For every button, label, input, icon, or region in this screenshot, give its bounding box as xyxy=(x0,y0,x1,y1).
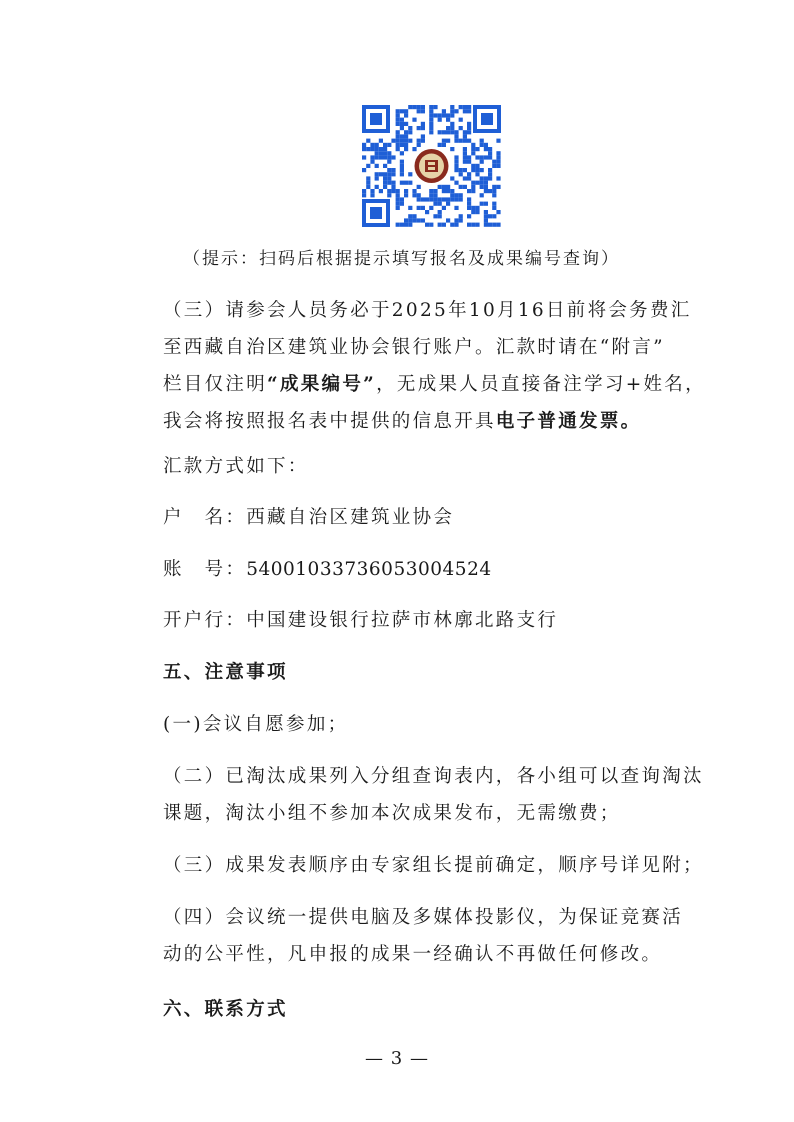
account-name-label: 户 名： xyxy=(163,507,247,528)
account-name-row xyxy=(163,505,454,531)
para3-line3 xyxy=(163,372,706,398)
qr-caption: （提示：扫码后根据提示填写报名及成果编号查询） xyxy=(183,249,620,269)
section6-heading: 六、联系方式 xyxy=(163,999,288,1020)
para3-line4-text: 我会将按照报名表中提供的信息开具 xyxy=(163,411,496,432)
notice-item-2-line1: （二）已淘汰成果列入分组查询表内，各小组可以查询淘汰 xyxy=(163,766,704,787)
account-name-value: 西藏自治区建筑业协会 xyxy=(246,507,455,528)
page-number: — 3 — xyxy=(365,1048,429,1069)
para3-line1: （三）请参会人员务必于2025年10月16日前将会务费汇 xyxy=(163,300,692,321)
qr-finder-top-right xyxy=(473,105,501,133)
invoice-type-emphasis: 电子普通发票。 xyxy=(495,411,642,432)
bank-label: 开户行： xyxy=(163,610,247,631)
qr-finder-top-left xyxy=(362,105,390,133)
para3-line2: 至西藏自治区建筑业协会银行账户。汇款时请在“附言” xyxy=(163,337,665,358)
qr-finder-bottom-left xyxy=(362,199,390,227)
para3-line4 xyxy=(163,409,641,435)
qr-code-icon[interactable] xyxy=(360,103,503,229)
qr-code-graphic xyxy=(360,103,503,229)
account-number-value: 54001033736053004524 xyxy=(246,559,492,580)
remittance-intro: 汇款方式如下： xyxy=(163,456,309,477)
seal-logo-icon xyxy=(412,146,452,186)
para3-line3-text: 栏目仅注明 xyxy=(163,374,268,395)
section5-heading: 五、注意事项 xyxy=(163,662,288,683)
achievement-number-emphasis: “成果编号” xyxy=(267,374,377,395)
para3-line3-text-end: ，无成果人员直接备注学习+姓名， xyxy=(376,374,706,395)
notice-item-3: （三）成果发表顺序由专家组长提前确定，顺序号详见附； xyxy=(163,855,704,876)
notice-item-4-line1: （四）会议统一提供电脑及多媒体投影仪，为保证竞赛活 xyxy=(163,907,684,928)
bank-value: 中国建设银行拉萨市林廓北路支行 xyxy=(246,610,559,631)
bank-row xyxy=(163,608,558,634)
notice-item-2-line2: 课题，淘汰小组不参加本次成果发布，无需缴费； xyxy=(163,803,621,824)
account-number-row xyxy=(163,557,492,583)
notice-item-1: (一)会议自愿参加； xyxy=(163,714,349,735)
notice-item-4-line2: 动的公平性，凡申报的成果一经确认不再做任何修改。 xyxy=(163,944,663,965)
account-number-label: 账 号： xyxy=(163,559,247,580)
